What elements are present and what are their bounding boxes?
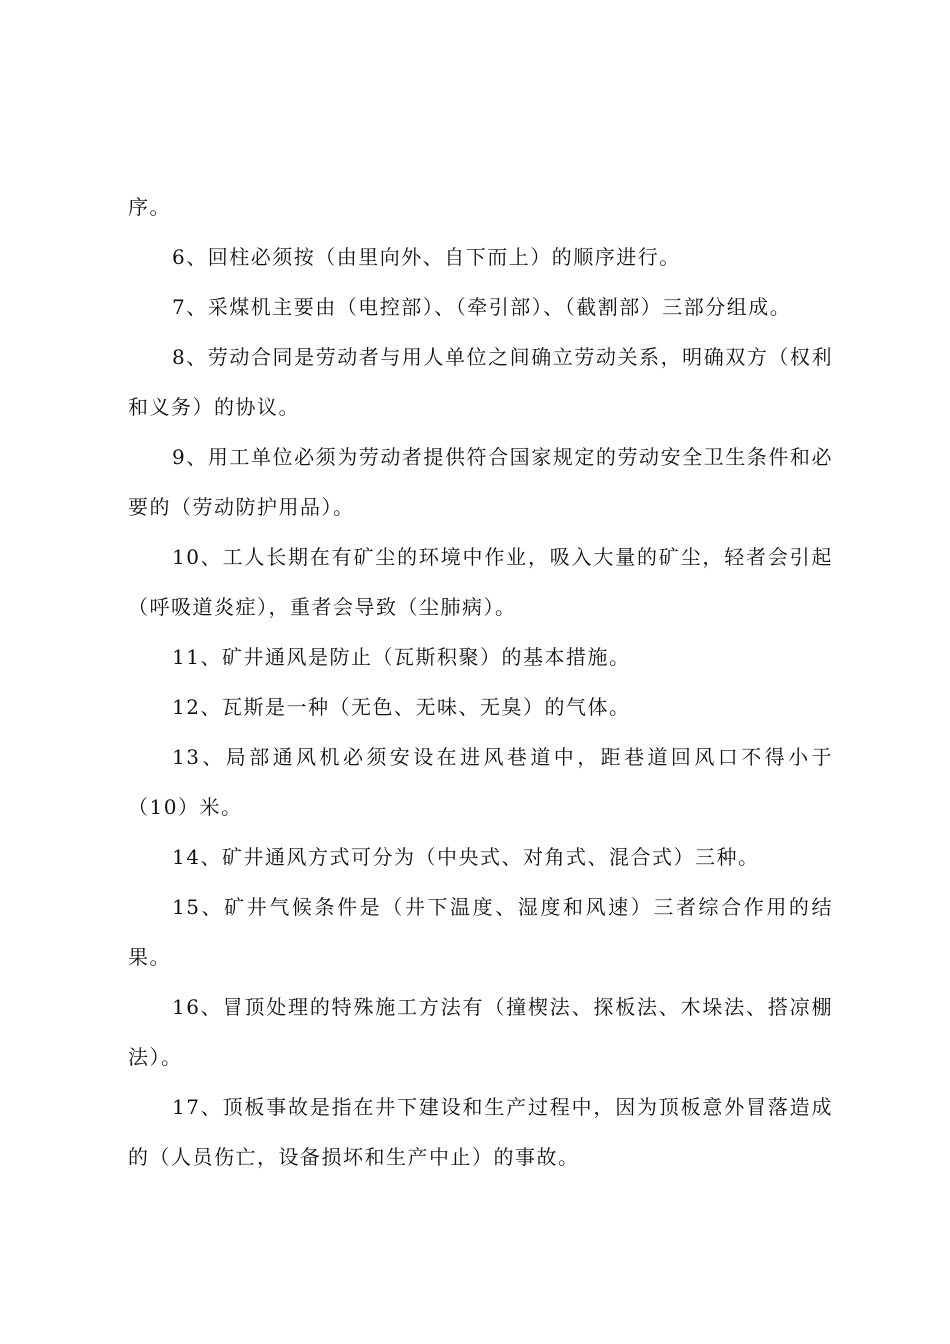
paragraph-item-9: 9、用工单位必须为劳动者提供符合国家规定的劳动安全卫生条件和必要的（劳动防护用品）。	[128, 445, 833, 519]
paragraph-item-10: 10、工人长期在有矿尘的环境中作业，吸入大量的矿尘，轻者会引起（呼吸道炎症），重者会导致（尘肺病）。	[128, 545, 833, 619]
paragraph-item-11: 11、矿井通风是防止（瓦斯积聚）的基本措施。	[172, 645, 631, 669]
paragraph-item-17: 17、顶板事故是指在井下建设和生产过程中，因为顶板意外冒落造成的（人员伤亡，设备损坏和生产中止）的事故。	[128, 1095, 833, 1169]
document-body	[128, 182, 833, 1182]
paragraph-item-7: 7、采煤机主要由（电控部）、（牵引部）、（截割部）三部分组成。	[172, 295, 792, 319]
paragraph-item-15: 15、矿井气候条件是（井下温度、湿度和风速）三者综合作用的结果。	[128, 895, 833, 969]
paragraph-continuation: 序。	[128, 195, 171, 219]
paragraph-item-8: 8、劳动合同是劳动者与用人单位之间确立劳动关系，明确双方（权利和义务）的协议。	[128, 345, 833, 419]
paragraph-item-14: 14、矿井通风方式可分为（中央式、对角式、混合式）三种。	[172, 845, 760, 869]
paragraph-item-16: 16、冒顶处理的特殊施工方法有（撞楔法、探板法、木垛法、搭凉棚法）。	[128, 995, 833, 1069]
paragraph-item-12: 12、瓦斯是一种（无色、无味、无臭）的气体。	[172, 695, 631, 719]
paragraph-item-13: 13、局部通风机必须安设在进风巷道中，距巷道回风口不得小于（10）米。	[128, 745, 833, 819]
paragraph-item-6: 6、回柱必须按（由里向外、自下而上）的顺序进行。	[172, 245, 681, 269]
